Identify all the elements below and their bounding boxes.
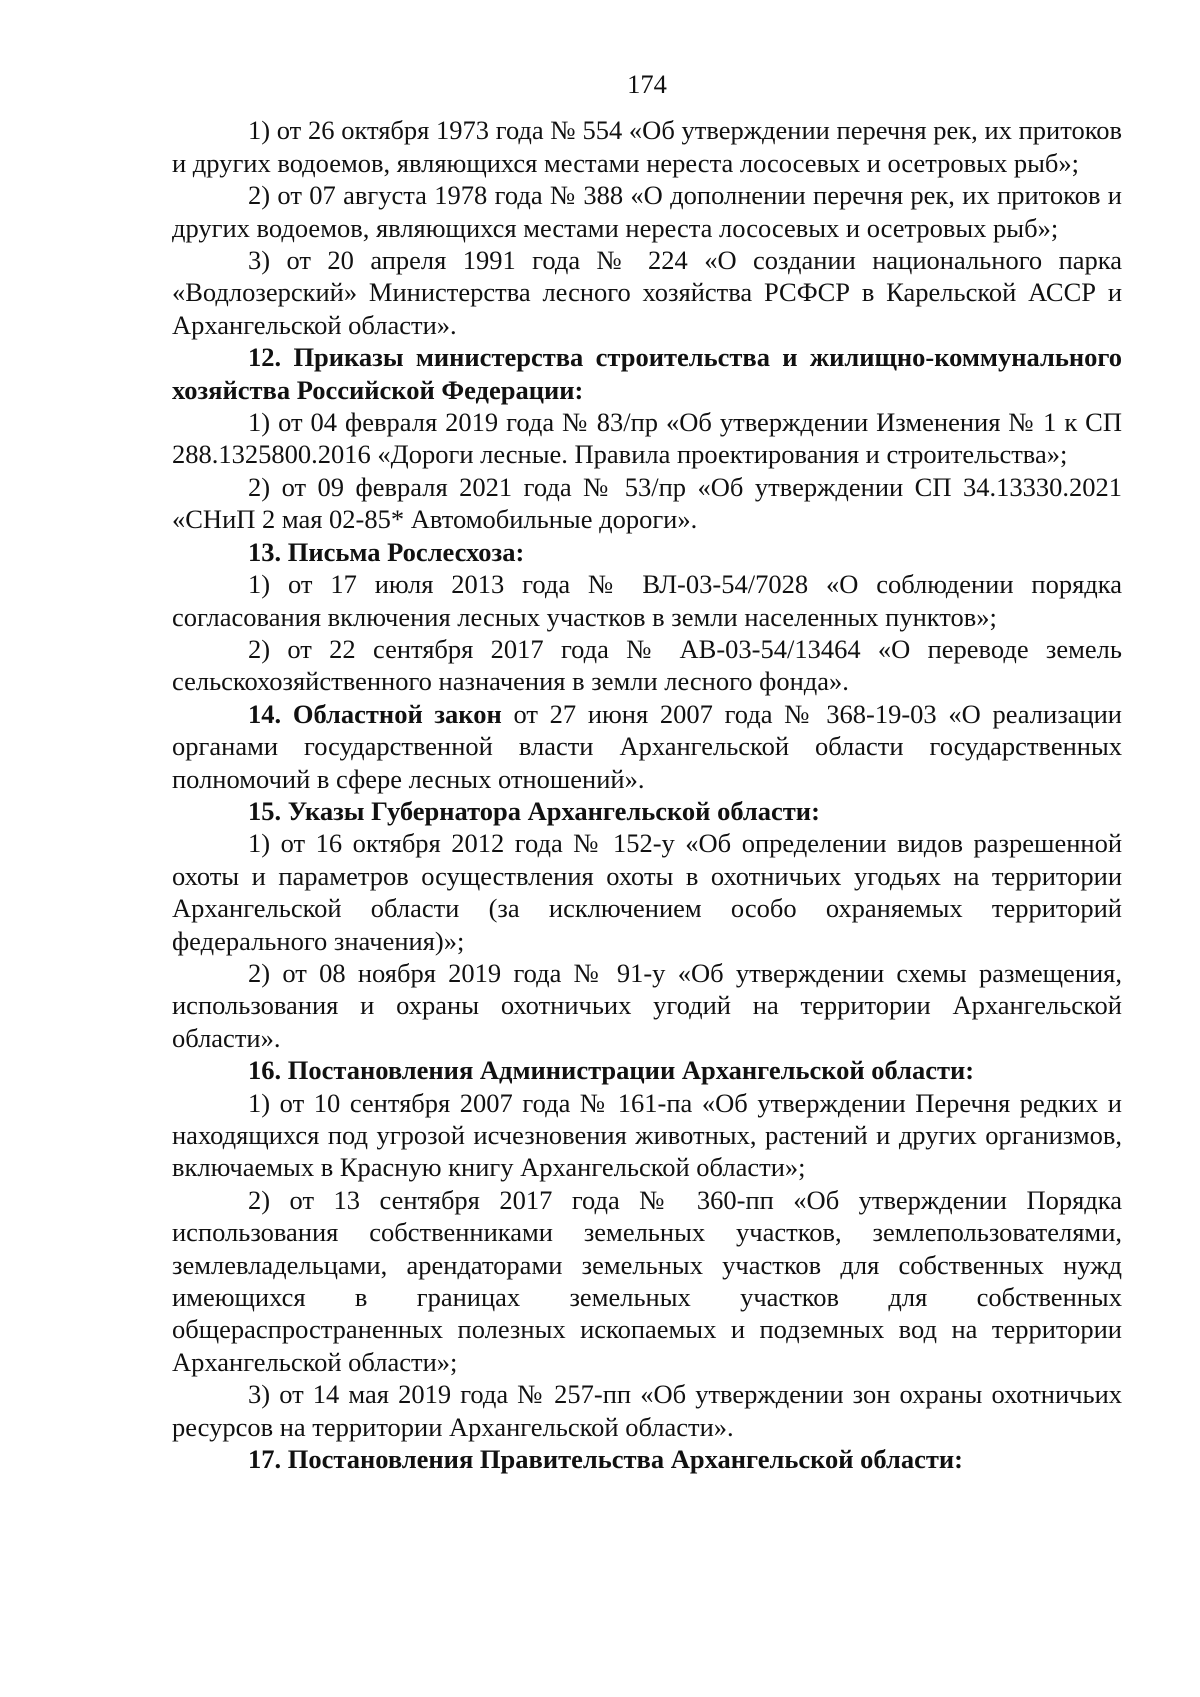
list-item: 2) от 09 февраля 2021 года № 53/пр «Об утверждении СП 34.13330.2021 «СНиП 2 мая 02-85* Автомобильные дороги».: [172, 471, 1122, 535]
page-number: 174: [627, 69, 667, 99]
list-item: 1) от 04 февраля 2019 года № 83/пр «Об утверждении Изменения № 1 к СП 288.1325800.2016 «Дороги лесные. Правила проектирования и строительства»;: [172, 407, 1122, 470]
section-heading: 15. Указы Губернатора Архангельской области:: [248, 795, 820, 826]
section-paragraph: [172, 698, 1122, 795]
section-heading: 17. Постановления Правительства Архангельской области:: [248, 1444, 963, 1475]
list-item: 1) от 26 октября 1973 года № 554 «Об утверждении перечня рек, их притоков и других водоемов, являющихся местами нереста лососевых и осетровых рыб»;: [172, 115, 1122, 178]
list-item: 2) от 22 сентября 2017 года № АВ-03-54/13464 «О переводе земель сельскохозяйственного назначения в земли лесного фонда».: [172, 633, 1122, 697]
section-text: от 27 июня 2007 года № 368-19-03 «О реализации органами государственной власти Архангельской области государственных полномочий в сфере лесных отношений».: [172, 698, 1122, 794]
document-page: [172, 68, 1122, 1475]
list-item: 1) от 17 июля 2013 года № ВЛ-03-54/7028 «О соблюдении порядка согласования включения лесных участков в земли населенных пунктов»;: [172, 569, 1122, 632]
section-heading: 12. Приказы министерства строительства и жилищно-коммунального хозяйства Российской Федерации:: [172, 342, 1122, 405]
section-heading: 16. Постановления Администрации Архангельской области:: [248, 1055, 975, 1086]
list-item: 1) от 16 октября 2012 года № 152-у «Об определении видов разрешенной охоты и параметров осуществления охоты в охотничьих угодьях на территории Архангельской области (за исключением особо охраняемых территорий федерального значения)»;: [172, 828, 1122, 956]
list-item: 2) от 08 ноября 2019 года № 91-у «Об утверждении схемы размещения, использования и охраны охотничьих угодий на территории Архангельской области».: [172, 957, 1122, 1053]
section-heading-inline: 14. Областной закон: [248, 698, 502, 729]
list-item: 1) от 10 сентября 2007 года № 161-па «Об утверждении Перечня редких и находящихся под угрозой исчезновения животных, растений и других организмов, включаемых в Красную книгу Архангельской области»;: [172, 1087, 1122, 1183]
list-item: 2) от 13 сентября 2017 года № 360-пп «Об утверждении Порядка использования собственниками земельных участков, землепользователями, землевладельцами, арендаторами земельных участков для собственных нужд имеющихся в границах земельных участков для собственных общераспространенных полезных ископаемых и подземных вод на территории Архангельской области»;: [172, 1184, 1122, 1377]
list-item: 3) от 14 мая 2019 года № 257-пп «Об утверждении зон охраны охотничьих ресурсов на территории Архангельской области».: [172, 1379, 1122, 1442]
list-item: 3) от 20 апреля 1991 года № 224 «О создании национального парка «Водлозерский» Министерства лесного хозяйства РСФСР в Карельской АССР и Архангельской области».: [172, 245, 1122, 340]
list-item: 2) от 07 августа 1978 года № 388 «О дополнении перечня рек, их притоков и других водоемов, являющихся местами нереста лососевых и осетровых рыб»;: [172, 180, 1122, 243]
section-heading: 13. Письма Рослесхоза:: [248, 536, 525, 567]
